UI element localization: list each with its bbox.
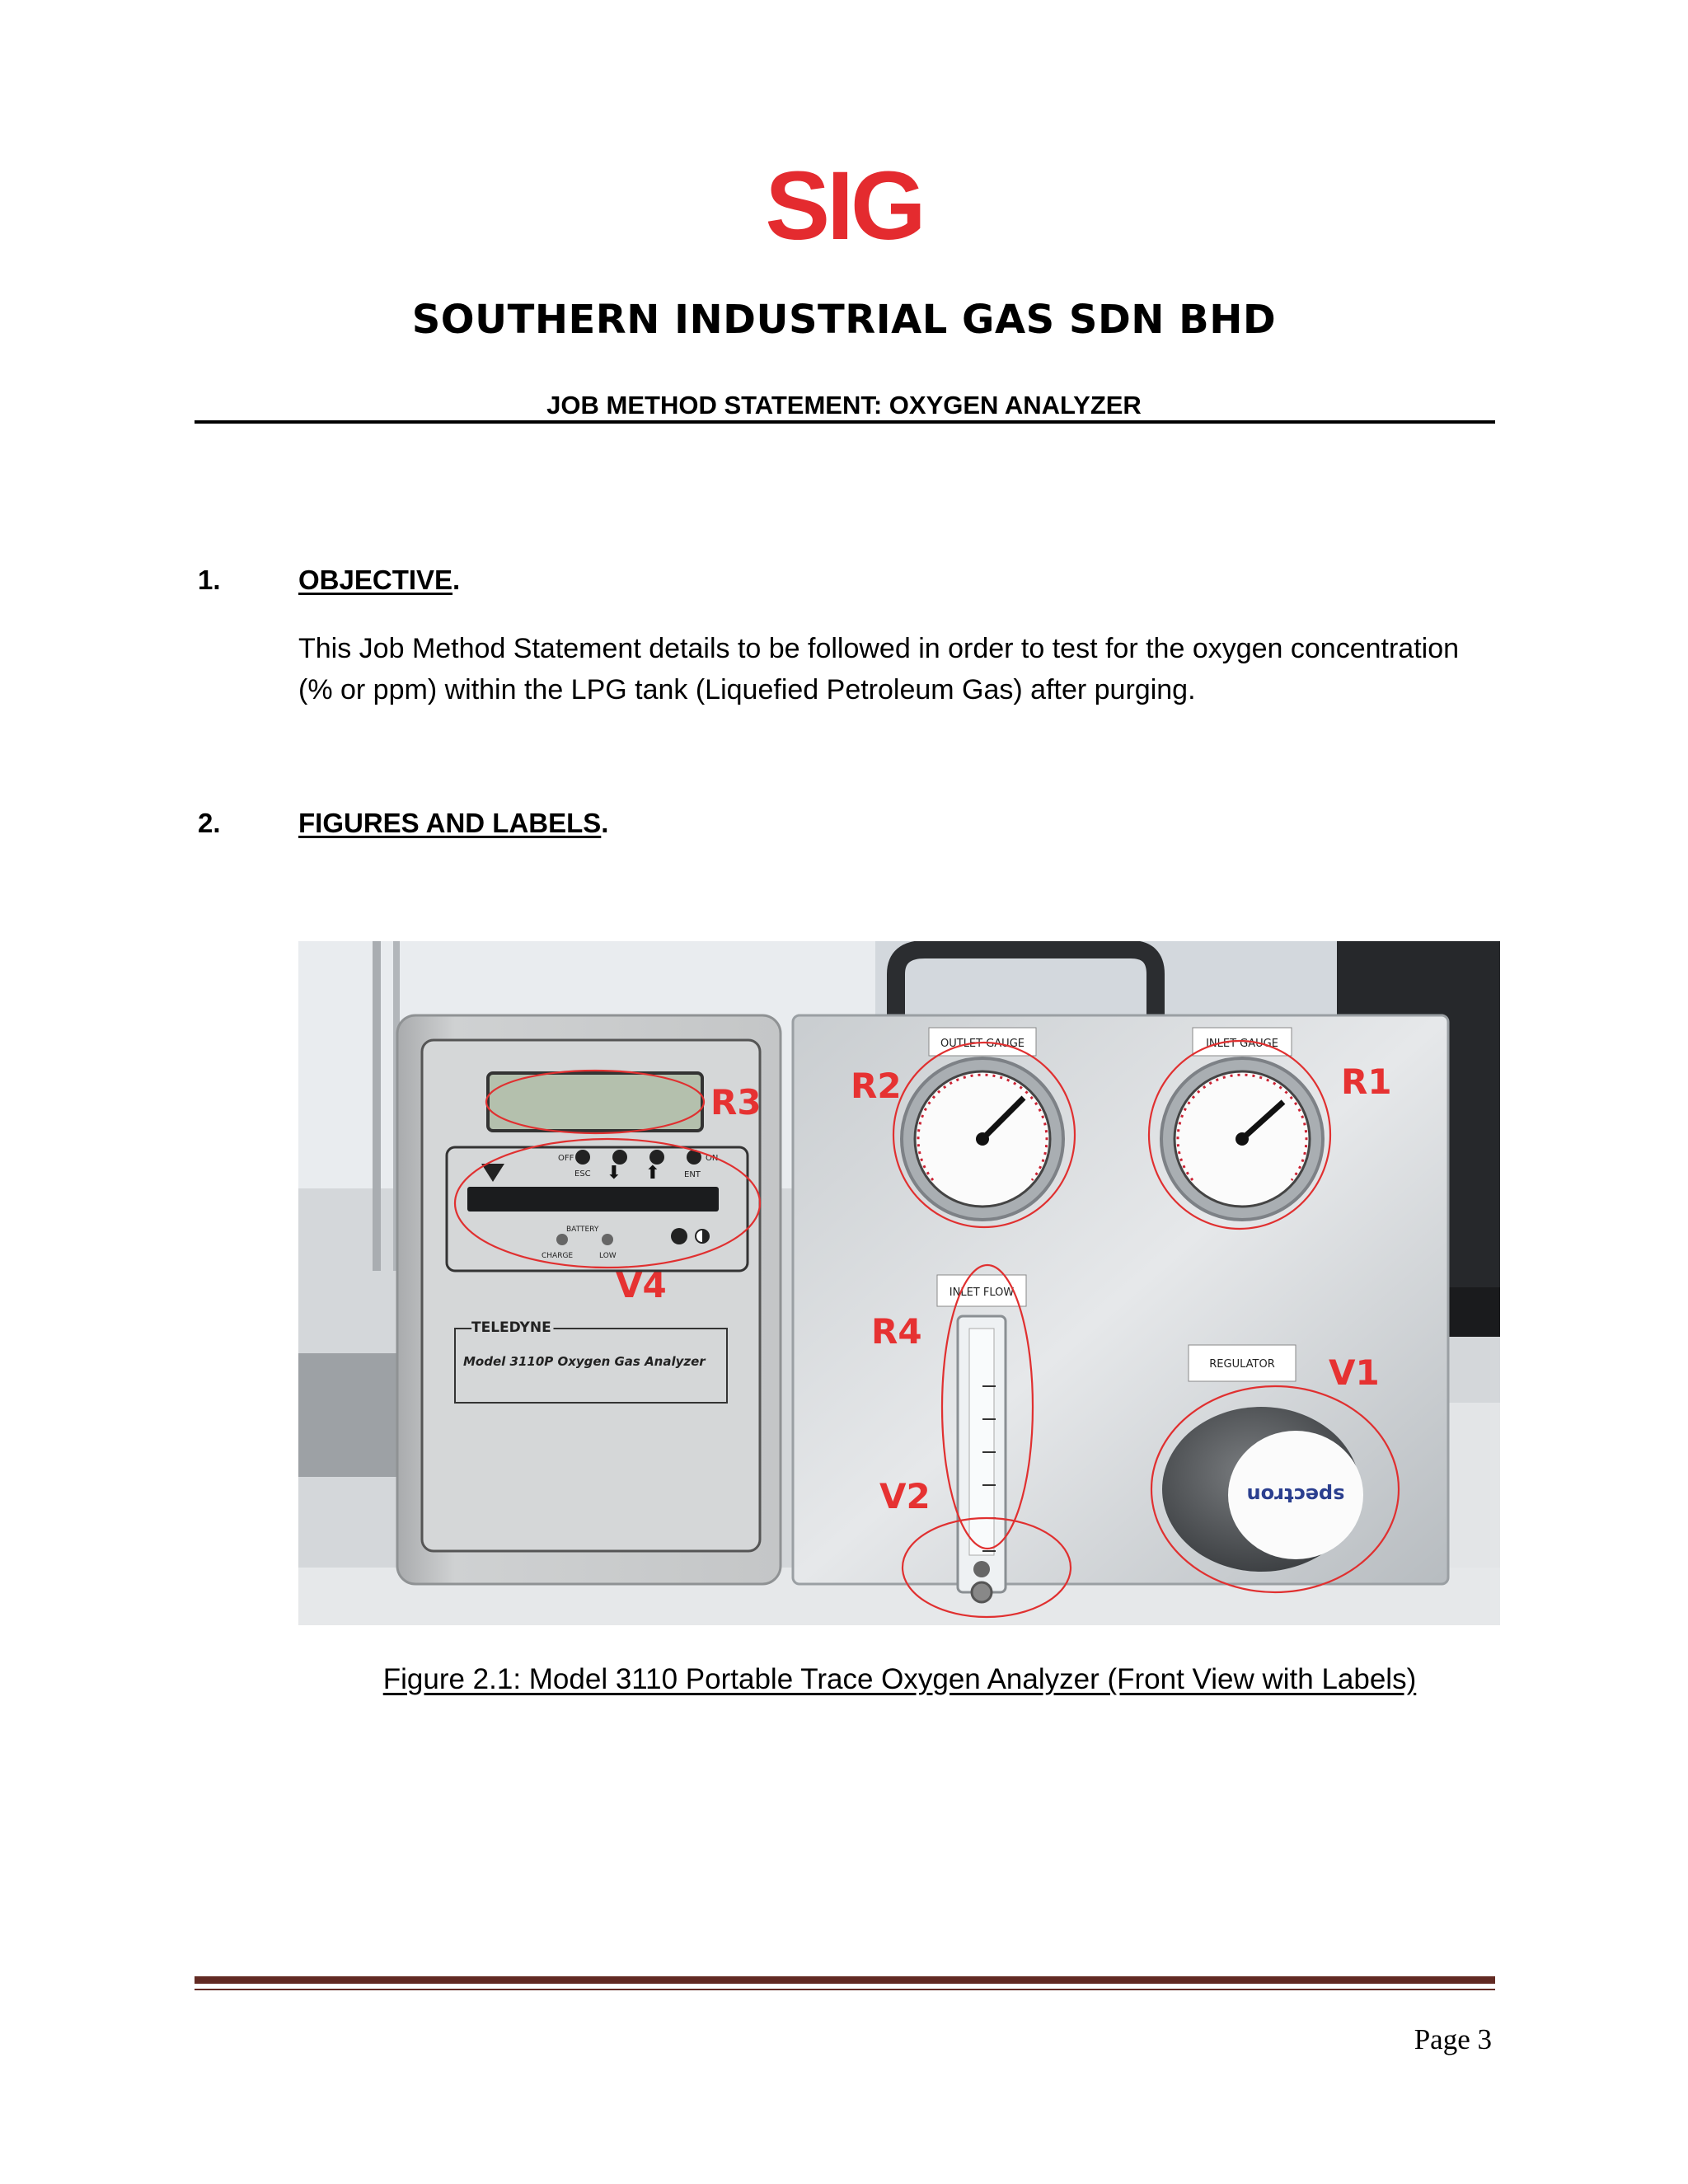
- outlet-gauge-tag: OUTLET GAUGE: [940, 1038, 1025, 1050]
- callout-r4: R4: [871, 1311, 922, 1352]
- footer-divider-thin: [195, 1989, 1495, 1990]
- section-2-number: 2.: [198, 808, 221, 838]
- document-title: JOB METHOD STATEMENT: OXYGEN ANALYZER: [546, 391, 1142, 419]
- inlet-flow-tag: INLET FLOW: [949, 1286, 1015, 1299]
- section-1-heading: OBJECTIVE.: [298, 565, 461, 595]
- company-name: SOUTHERN INDUSTRIAL GAS SDN BHD: [411, 297, 1277, 343]
- callout-r1: R1: [1341, 1062, 1392, 1102]
- section-1-number: 1.: [198, 565, 221, 595]
- sig-logo: [742, 148, 946, 272]
- callout-v2: V2: [879, 1476, 931, 1516]
- up-arrow-icon: ⬆: [645, 1162, 661, 1183]
- callout-v1: V1: [1329, 1352, 1380, 1393]
- figure-caption: Figure 2.1: Model 3110 Portable Trace Oxygen Analyzer (Front View with Labels): [382, 1663, 1417, 1695]
- battery-label: BATTERY: [566, 1226, 599, 1234]
- callout-v4: V4: [616, 1265, 667, 1305]
- regulator-tag: REGULATOR: [1209, 1358, 1275, 1371]
- low-label: LOW: [599, 1252, 617, 1260]
- analyzer-model-label: Model 3110P Oxygen Gas Analyzer: [463, 1354, 706, 1369]
- section-2-title: FIGURES AND LABELS: [298, 808, 602, 838]
- regulator-brand: spectron: [1246, 1483, 1345, 1507]
- keypad-ent-label: ENT: [684, 1170, 701, 1179]
- down-arrow-icon: ⬇: [606, 1162, 622, 1183]
- analyzer-photo: [298, 941, 1500, 1625]
- keypad-on-label: ON: [706, 1154, 719, 1163]
- logo-text: SIG: [765, 152, 923, 260]
- section-2-heading: FIGURES AND LABELS.: [298, 808, 609, 838]
- callout-r2: R2: [851, 1066, 902, 1106]
- section-1-title: OBJECTIVE: [298, 565, 453, 595]
- objective-paragraph: This Job Method Statement details to be followed in order to test for the oxygen concentration (% or ppm) within the LPG tank (Liquefied Petroleum Gas) after purging.: [298, 633, 1460, 705]
- charge-label: CHARGE: [542, 1252, 574, 1260]
- keypad-off-label: OFF: [558, 1154, 574, 1163]
- header-divider: [195, 420, 1495, 424]
- keypad-esc-label: ESC: [574, 1169, 591, 1179]
- footer-divider-thick: [195, 1976, 1495, 1984]
- inlet-gauge-tag: INLET GAUGE: [1206, 1038, 1278, 1050]
- page-number: Page 3: [1414, 2023, 1492, 2055]
- callout-r3: R3: [710, 1082, 762, 1122]
- teledyne-brand: TELEDYNE: [471, 1319, 551, 1336]
